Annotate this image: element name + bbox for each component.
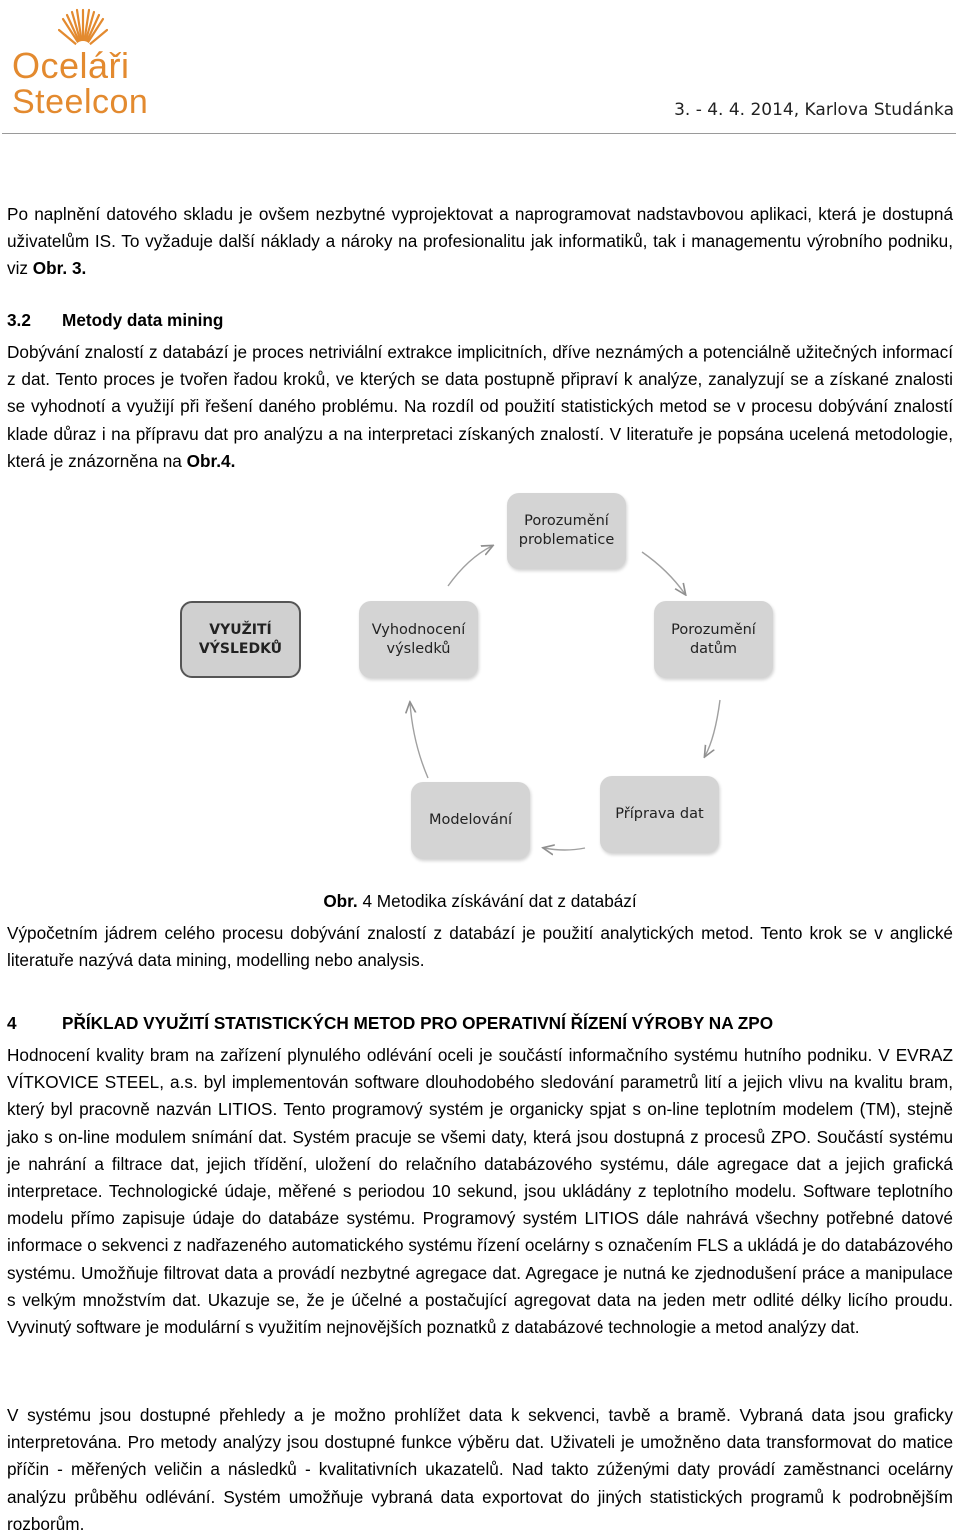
intro-text: Po naplnění datového skladu je ovšem nezbytné vyprojektovat a naprogramovat nadstavbovou aplikaci, která je dostupná uživatelům IS. To vyžaduje další náklady a nároky na profesionalitu jak informatiků, tak i managementu výrobního podniku, viz bbox=[7, 204, 953, 279]
figure-caption-text: 4 Metodika získávání dat z databází bbox=[357, 891, 637, 911]
figure-caption-label: Obr. bbox=[323, 891, 358, 911]
section-number: 4 bbox=[7, 1013, 17, 1033]
arrow-modelovani-to-vyhodnoceni bbox=[410, 703, 428, 778]
section-heading-4 bbox=[7, 1012, 773, 1034]
logo-text-ocelari: Oceláři bbox=[12, 45, 130, 86]
figure-ref-4: Obr.4. bbox=[186, 450, 236, 471]
arrow-vyhodnoceni-to-problematika bbox=[448, 546, 492, 586]
section-3-2-paragraph bbox=[7, 339, 953, 475]
figure-caption bbox=[0, 889, 960, 913]
section-4-paragraph-1: Hodnocení kvality bram na zařízení plynulého odlévání oceli je součástí informačního systému hutního podniku. V EVRAZ VÍTKOVICE STEEL, a.s. byl implementován software dlouhodobého sledování parametrů lití a jejich vlivu na kvalitu bram, který byl pracovně nazván LITIOS. Tento programový systém je organicky spjat s on-line teplotním modelem (TM), stejně jako s on-line modulem snímání dat. Systém pracuje se všemi daty, která jsou dostupná z procesů ZPO. Součástí systému je nahrání a filtrace dat, jejich třídění, uložení do relačního databázového systému, dále agregace dat a jejich grafická interpretace. Technologické údaje, měřené s periodou 10 sekund, jsou ukládány z teplotního modelu. Software teplotního modelu přímo zapisuje údaje do databáze systému. Programový systém LITIOS dále nahrává všechny potřebné datové informace o sekvenci z nadřazeného automatického systému řízení ocelárny s označením FLS a ukládá je do databázového systému. Umožňuje filtrovat data a provádí nezbytné agregace dat. Agregace je nutná ke zjednodušení práce a manipulace s velkým množstvím dat. Ukazuje se, že je účelné a postačující agregovat data na jeden metr odlité délky licího proudu. Vyvinutý software je modulární s využitím nejnovějších poznatků z databázové technologie a metod analýzy dat. bbox=[7, 1045, 953, 1338]
node-porozumeni-datum: Porozumění datům bbox=[654, 601, 773, 678]
page-header bbox=[0, 0, 960, 140]
conference-logo bbox=[6, 4, 149, 121]
arrow-problematika-to-datum bbox=[642, 552, 685, 594]
arrow-priprava-to-modelovani bbox=[544, 848, 585, 850]
node-vyhodnoceni-vysledku: Vyhodnocení výsledků bbox=[359, 601, 478, 678]
header-divider bbox=[2, 133, 956, 134]
node-modelovani: Modelování bbox=[411, 782, 530, 859]
arrow-datum-to-priprava bbox=[705, 700, 720, 756]
section-number: 3.2 bbox=[7, 310, 31, 330]
conference-date-place: 3. - 4. 4. 2014, Karlova Studánka bbox=[674, 100, 954, 120]
after-figure-paragraph: Výpočetním jádrem celého procesu dobývání znalostí z databází je použití analytických metod. Tento krok se v anglické literatuře nazývá data mining, modelling nebo analysis. bbox=[7, 923, 953, 971]
section-3-2-text: Dobývání znalostí z databází je proces netriviální extrakce implicitních, dříve neznámých a potenciálně užitečných informací z dat. Tento proces je tvořen řadou kroků, ve kterých se data postupně připraví k analýze, zanalyzují se a získané znalosti se vyhodnotí a využijí při řešení daného problému. Na rozdíl od použití statistických metod se v procesu dobývání znalostí klade důraz i na přípravu dat pro analýzu a na interpretaci získaných znalostí. V literatuře je popsána ucelená metodologie, která je znázorněna na bbox=[7, 342, 953, 471]
data-mining-methodology-diagram bbox=[170, 488, 790, 868]
section-heading-3-2 bbox=[7, 309, 223, 331]
section-title: Metody data mining bbox=[62, 310, 224, 330]
node-vyuziti-vysledku: VYUŽITÍ VÝSLEDKŮ bbox=[180, 601, 301, 678]
node-porozumeni-problematice: Porozumění problematice bbox=[507, 493, 626, 569]
figure-ref-3: Obr. 3. bbox=[32, 258, 87, 279]
node-priprava-dat: Příprava dat bbox=[600, 776, 719, 853]
intro-paragraph bbox=[7, 201, 953, 283]
logo-text-steelcon: Steelcon bbox=[12, 83, 149, 121]
section-4-paragraph-2: V systému jsou dostupné přehledy a je možno prohlížet data k sekvenci, tavbě a bramě. Vybraná data jsou graficky interpretována. Pro metody analýzy jsou dostupné funkce výběru dat. Uživateli je umožněno data transformovat do matice příčin - měřených veličin a následků - kvalitativních ukazatelů. Nad takto zúženými daty provádí zaměstnanci ocelárny analýzu průběhu odlévání. Systém umožňuje vybraná data exportovat do jiných statistických programů k podrobnějším rozborům. bbox=[7, 1405, 953, 1534]
section-title: PŘÍKLAD VYUŽITÍ STATISTICKÝCH METOD PRO OPERATIVNÍ ŘÍZENÍ VÝROBY NA ZPO bbox=[62, 1013, 774, 1033]
